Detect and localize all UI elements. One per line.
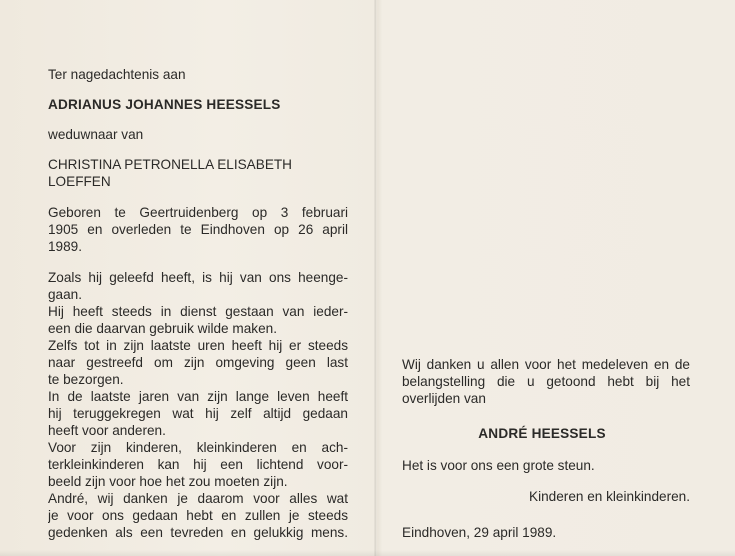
spouse-name-line: CHRISTINA PETRONELLA ELISABETH (48, 157, 293, 172)
support-text: Het is voor ons een grote steun. (402, 458, 595, 473)
text-line: je voor ons gedaan hebt en zullen je steeds (48, 508, 348, 523)
text-line: overlijden van (402, 391, 486, 406)
intro-text: Ter nagedachtenis aan (48, 67, 186, 82)
left-panel (48, 66, 348, 541)
spouse-name-line: LOEFFEN (48, 174, 111, 189)
birth-death-paragraph (48, 204, 348, 255)
text-line: Voor zijn kinderen, kleinkinderen en ach- (48, 440, 348, 455)
card-fold (374, 0, 377, 556)
deceased-name: ADRIANUS JOHANNES HEESSELS (48, 97, 281, 112)
text-line: te bezorgen. (48, 372, 124, 387)
card-edge-shadow (0, 550, 735, 556)
text-line: belangstelling die u getoond hebt bij het (402, 374, 690, 389)
text-line: 1905 en overleden te Eindhoven op 26 april (48, 222, 348, 237)
text-line: terkleinkinderen kan hij een lichtend voor- (48, 457, 348, 472)
text-line: gaan. (48, 287, 83, 302)
thanks-paragraph (402, 356, 690, 407)
text-line: hij teruggekregen wat hij zelf altijd gedaan (48, 406, 348, 421)
text-line: beeld zijn voor hoe het zou moeten zijn. (48, 474, 288, 489)
text-line: naar gestreefd om zijn omgeving geen last (48, 355, 348, 370)
spouse-name (48, 156, 348, 190)
text-line: Hij heeft steeds in dienst gestaan van ieder- (48, 304, 348, 319)
text-line: Zelfs tot in zijn laatste uren heeft hij er steeds (48, 338, 348, 353)
text-line: gedenken als een tevreden en gelukkig mens. (48, 525, 348, 540)
text-line: heeft voor anderen. (48, 423, 166, 438)
text-line: Geboren te Geertruidenberg op 3 februari (48, 205, 348, 220)
right-panel (402, 356, 690, 541)
text-line: André, wij danken je daarom voor alles wat (48, 491, 348, 506)
relation-text: weduwnaar van (48, 127, 144, 142)
place-date-text: Eindhoven, 29 april 1989. (402, 525, 557, 540)
tribute-paragraph (48, 269, 348, 541)
text-line: een die daarvan gebruik wilde maken. (48, 321, 277, 336)
text-line: Wij danken u allen voor het medeleven en de (402, 357, 690, 372)
text-line: In de laatste jaren van zijn lange leven heeft (48, 389, 348, 404)
thanked-name: ANDRÉ HEESSELS (478, 426, 606, 441)
signature-text: Kinderen en kleinkinderen. (529, 489, 690, 504)
text-line: 1989. (48, 239, 83, 254)
text-line: Zoals hij geleefd heeft, is hij van ons heenge- (48, 270, 348, 285)
